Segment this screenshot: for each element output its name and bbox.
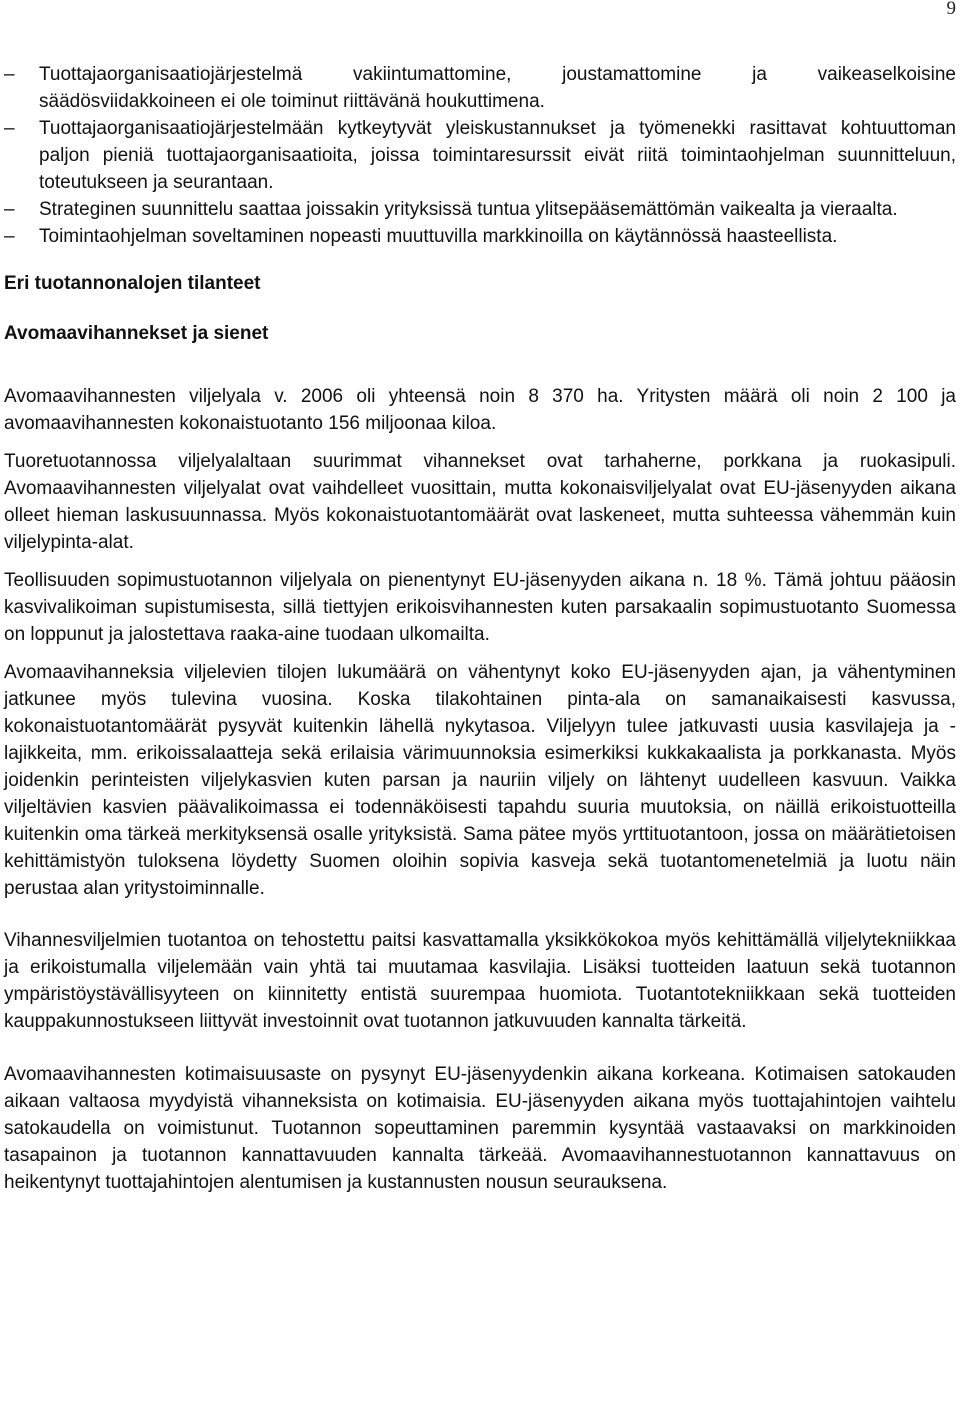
list-item-text: Tuottajaorganisaatiojärjestelmään kytkeytyvät yleiskustannukset ja työmenekki rasittavat kohtuuttoman paljon pieniä tuottajaorganisaatioita, joissa toimintaresurssit eivät riitä toimintaohjelman suunnitteluun, toteutukseen ja seurantaan. <box>39 118 956 193</box>
dash-bullet: – <box>4 64 15 85</box>
paragraph: Teollisuuden sopimustuotannon viljelyala on pienentynyt EU-jäsenyyden aikana n. 18 %. Tämä johtuu pääosin kasvivalikoiman supistumisesta, sillä tiettyjen erikoisvihannesten kuten parsakaalin sopimustuotanto Suomessa on loppunut ja jalostettava raaka-aine tuodaan ulkomailta. <box>4 570 956 645</box>
paragraph: Avomaavihannesten kotimaisuusaste on pysynyt EU-jäsenyydenkin aikana korkeana. Kotimaisen satokauden aikaan valtaosa myydyistä vihanneksista on kotimaisia. EU-jäsenyyden aikana myös tuottajahintojen vaihtelu satokaudella on voimistunut. Tuotannon sopeuttaminen paremmin kysyntää vastaavaksi on markkinoiden tasapainon ja tuotannon kannattavuuden kannalta tärkeää. Avomaavihannestuotannon kannattavuus on heikentynyt tuottajahintojen alentumisen ja kustannusten nousun seurauksena. <box>4 1064 956 1193</box>
list-item-text: Tuottajaorganisaatiojärjestelmä vakiintumattomine, joustamattomine ja vaikeaselkoisine säädösviidakkoineen ei ole toiminut riittävänä houkuttimena. <box>39 64 956 112</box>
list-item <box>4 115 956 196</box>
subsection-heading: Avomaavihannekset ja sienet <box>4 323 269 344</box>
dash-bullet: – <box>4 226 15 247</box>
dash-bullet: – <box>4 118 15 139</box>
list-item <box>4 196 956 223</box>
paragraph: Tuoretuotannossa viljelyalaltaan suurimmat vihannekset ovat tarhaherne, porkkana ja ruokasipuli. Avomaavihannesten viljelyalat ovat vaihdelleet vuosittain, mutta kokonaisviljelyalat ovat EU-jäsenyyden aikana olleet hieman laskusuunnassa. Myös kokonaistuotantomäärät ovat laskeneet, mutta suhteessa vähemmän kuin viljelypinta-alat. <box>4 451 956 553</box>
list-item <box>4 223 956 250</box>
section-heading: Eri tuotannonalojen tilanteet <box>4 273 261 294</box>
bullet-list <box>4 61 956 250</box>
list-item-text: Toimintaohjelman soveltaminen nopeasti muuttuvilla markkinoilla on käytännössä haasteellista. <box>39 226 838 247</box>
dash-bullet: – <box>4 199 15 220</box>
document-body <box>4 61 956 1196</box>
paragraph: Avomaavihanneksia viljelevien tilojen lukumäärä on vähentynyt koko EU-jäsenyyden ajan, ja vähentyminen jatkunee myös tulevina vuosina. Koska tilakohtainen pinta-ala on samanaikaisesti kasvussa, kokonaistuotantomäärät pysyvät kuitenkin lähellä nykytasoa. Viljelyyn tulee jatkuvasti uusia kasvilajeja ja -lajikkeita, mm. erikoissalaatteja sekä erilaisia värimuunnoksia esimerkiksi kukkakaalista ja porkkanasta. Myös joidenkin perinteisten viljelykasvien kuten parsan ja nauriin viljely on lähtenyt uudelleen kasvuun. Vaikka viljeltävien kasvien päävalikoimassa ei todennäköisesti tapahdu suuria muutoksia, on näillä erikoistuotteilla kuitenkin oma tärkeä merkityksensä osalle yrityksistä. Sama pätee myös yrttituotantoon, jossa on määrätietoisen kehittämistyön tuloksena löydetty Suomen oloihin sopivia kasveja sekä tuotantomenetelmiä ja luotu näin perustaa alan yritystoiminnalle. <box>4 662 956 899</box>
page-number: 9 <box>946 0 956 19</box>
paragraph: Avomaavihannesten viljelyala v. 2006 oli yhteensä noin 8 370 ha. Yritysten määrä oli noin 2 100 ja avomaavihannesten kokonaistuotanto 156 miljoonaa kiloa. <box>4 386 956 434</box>
list-item-text: Strateginen suunnittelu saattaa joissakin yrityksissä tuntua ylitsepääsemättömän vaikealta ja vieraalta. <box>39 199 898 220</box>
paragraph: Vihannesviljelmien tuotantoa on tehostettu paitsi kasvattamalla yksikkökokoa myös kehittämällä viljelytekniikkaa ja erikoistumalla viljelemään vain yhtä tai muutamaa kasvilajia. Lisäksi tuotteiden laatuun sekä tuotannon ympäristöystävällisyyteen on kiinnitetty entistä suurempaa huomiota. Tuotantotekniikkaan sekä tuotteiden kauppakunnostukseen liittyvät investoinnit ovat tuotannon jatkuvuuden kannalta tärkeitä. <box>4 930 956 1032</box>
list-item <box>4 61 956 115</box>
